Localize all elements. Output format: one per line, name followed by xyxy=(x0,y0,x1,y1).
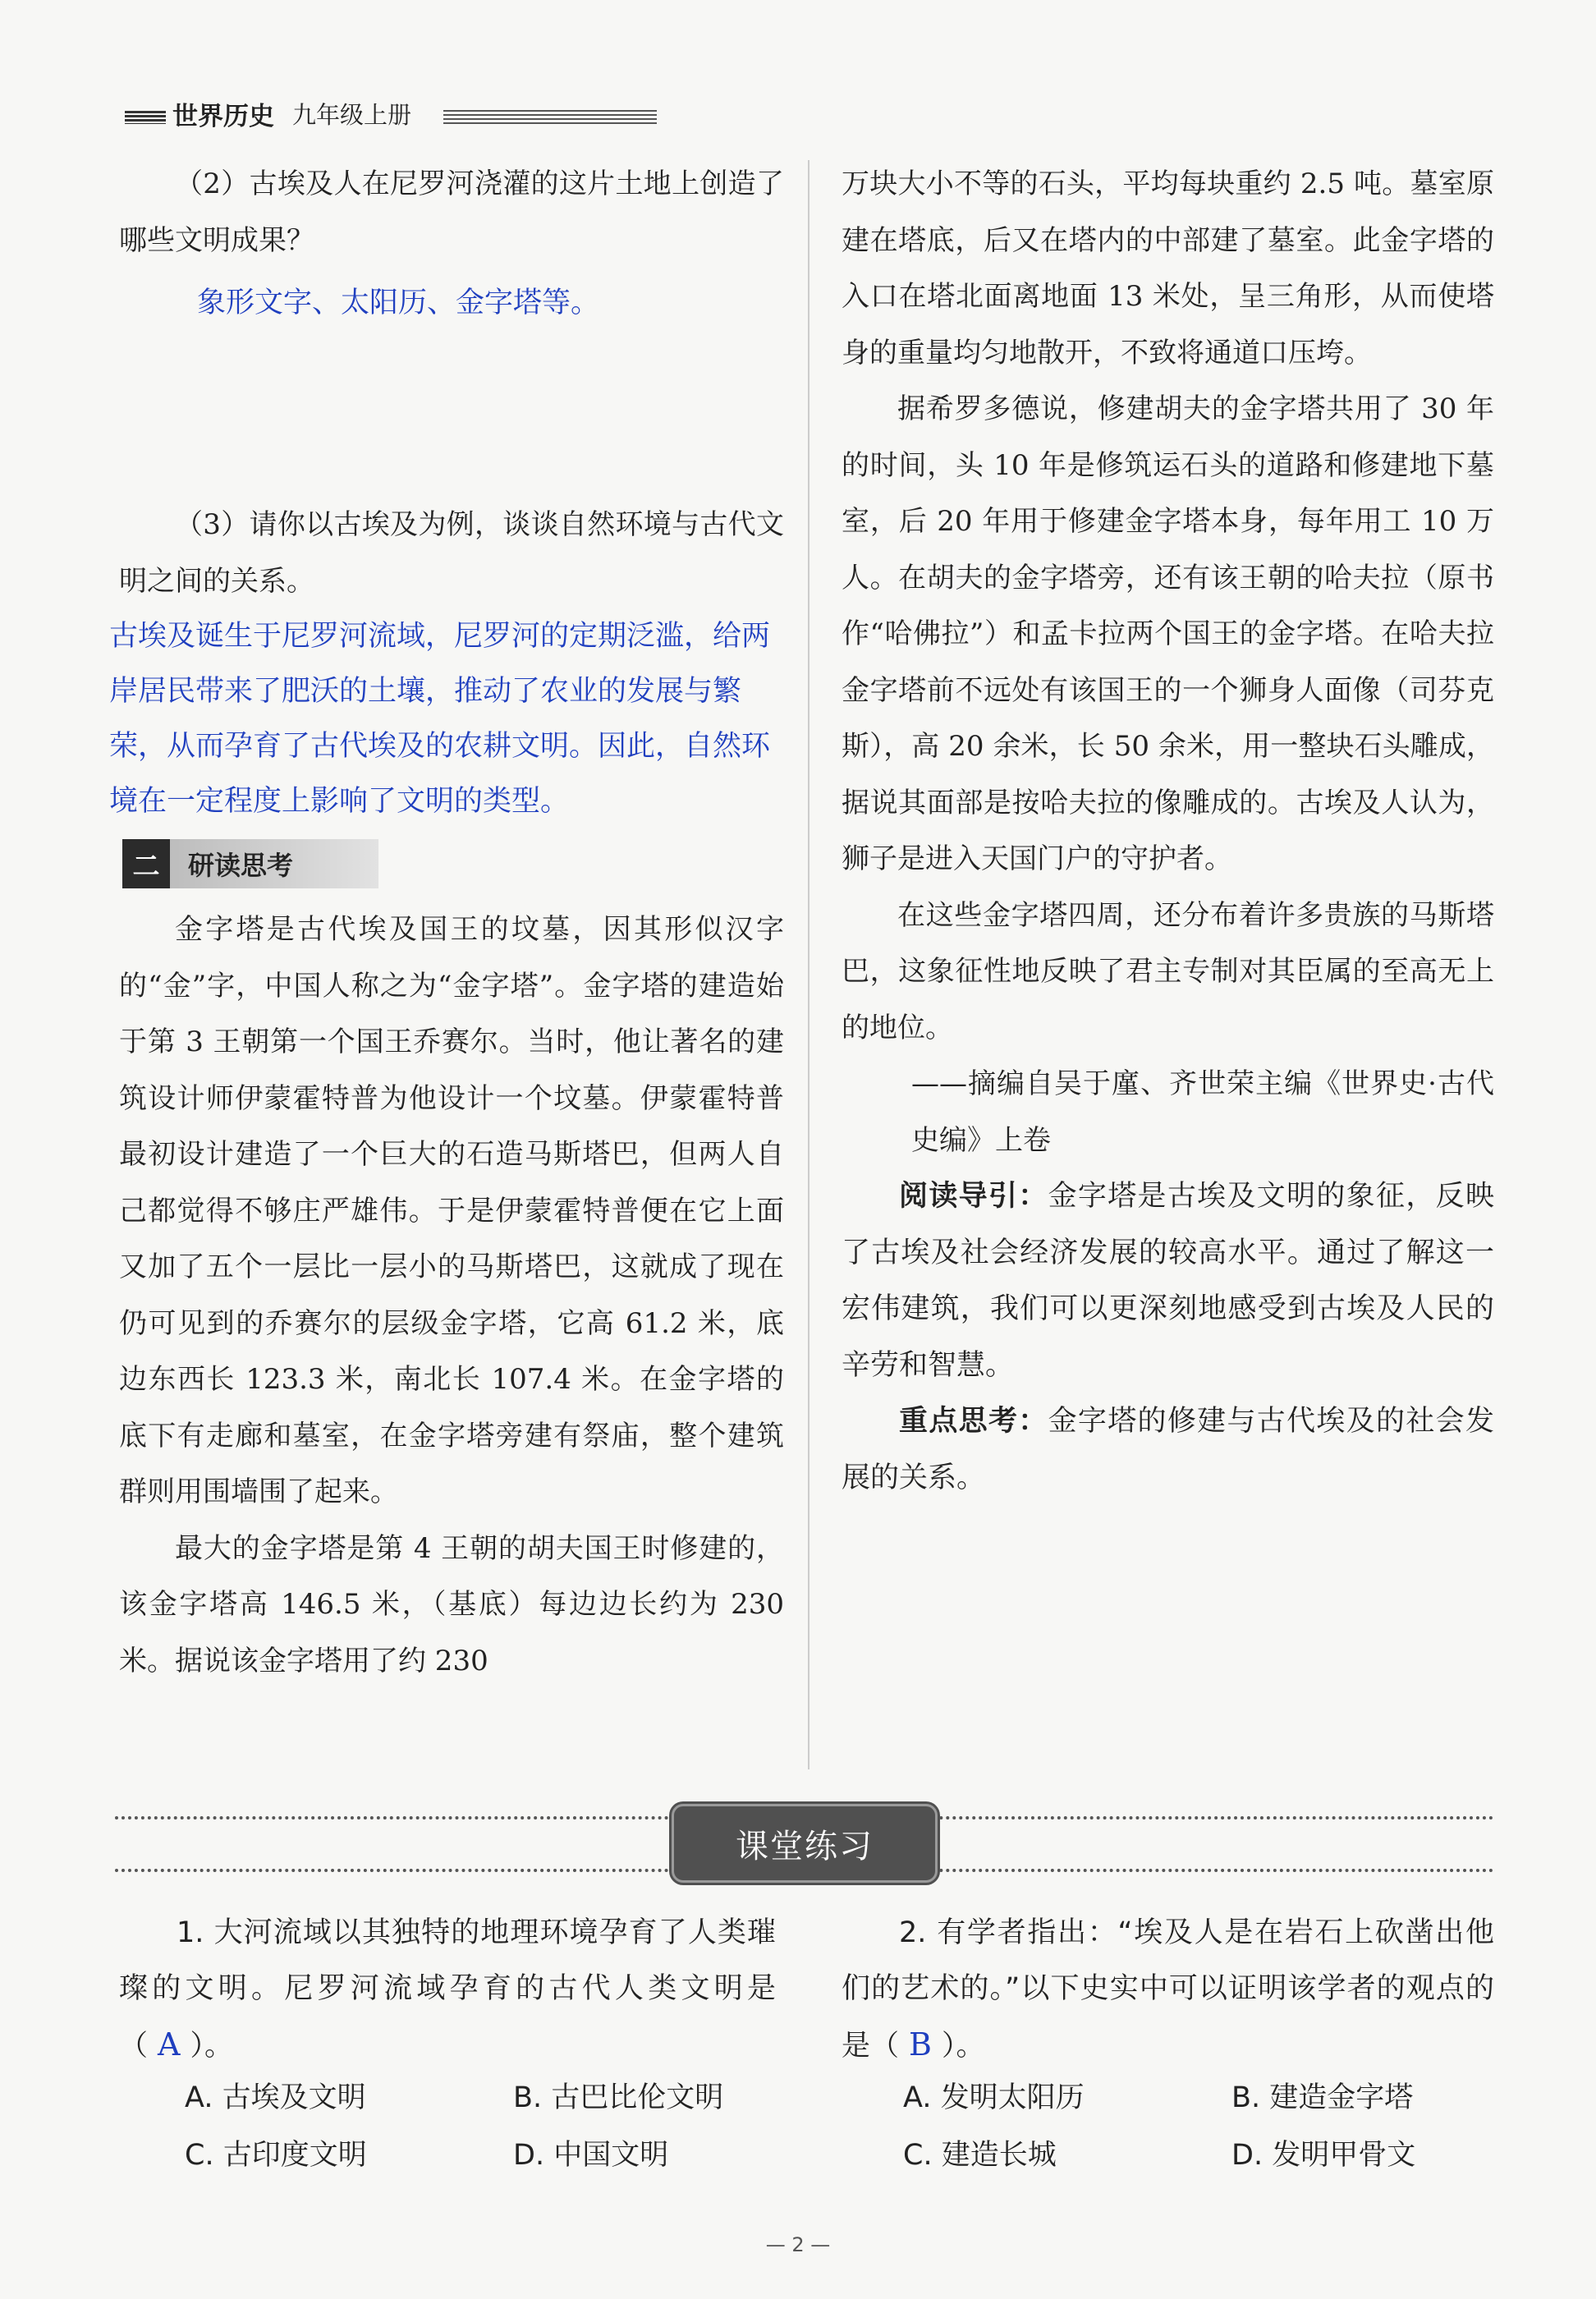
q2-option-c: C. 建造长城 xyxy=(903,2139,1057,2172)
q1-option-a: A. 古埃及文明 xyxy=(185,2081,366,2114)
answer-space xyxy=(119,333,784,497)
reading-paragraph-2-continued: 万块大小不等的石头，平均每块重约 2.5 吨。墓室原建在塔底，后又在塔内的中部建了墓室。此金字塔的入口在塔北面离地面 13 米处，呈三角形，从而使塔身的重量均匀地散开，不致将通道口压垮。 xyxy=(842,167,1494,369)
q1-option-d: D. 中国文明 xyxy=(513,2139,669,2172)
question-1-answer: A xyxy=(158,2026,181,2063)
reading-paragraph-2: 最大的金字塔是第 4 王朝的胡夫国王时修建的，该金字塔高 146.5 米，（基底）每边边长约为 230 米。据说该金字塔用了约 230 xyxy=(119,1531,784,1677)
book-subtitle: 九年级上册 xyxy=(292,101,412,129)
question-2-text: 2. 有学者指出：“埃及人是在岩石上砍凿出他们的艺术的。”以下史实中可以证明该学者的观点的是（ xyxy=(842,1916,1494,2063)
focus-question-label: 重点思考： xyxy=(899,1405,1048,1438)
focus-question-text: 金字塔的修建与古代埃及的社会发展的关系。 xyxy=(842,1405,1494,1494)
question-2-answer-choice: B xyxy=(909,2026,932,2063)
question-1-text-end: ）。 xyxy=(190,2030,233,2063)
column-separator xyxy=(808,160,809,1769)
header-rule-lines xyxy=(443,110,657,125)
reading-paragraph-4: 在这些金字塔四周，还分布着许多贵族的马斯塔巴，这象征性地反映了君主专制对其臣属的至高无上的地位。 xyxy=(842,898,1494,1044)
right-column xyxy=(842,156,1494,1506)
question-2-stem xyxy=(842,1905,1494,2074)
practice-badge: 课堂练习 xyxy=(672,1804,938,1883)
practice-question-2 xyxy=(842,1905,1494,2074)
practice-question-1 xyxy=(119,1905,776,2074)
question-2-prompt: （2）古埃及人在尼罗河浇灌的这片土地上创造了哪些文明成果？ xyxy=(119,167,784,257)
left-column xyxy=(109,156,784,1689)
question-2-text-end: ）。 xyxy=(941,2030,985,2063)
reading-guide-text: 金字塔是古埃及文明的象征，反映了古埃及社会经济发展的较高水平。通过了解这一宏伟建筑，我们可以更深刻地感受到古埃及人民的辛劳和智慧。 xyxy=(842,1180,1494,1382)
reading-guide-label: 阅读导引： xyxy=(899,1180,1048,1213)
question-1-stem xyxy=(119,1905,776,2074)
q1-option-c: C. 古印度文明 xyxy=(185,2139,367,2172)
question-3-prompt: （3）请你以古埃及为例，谈谈自然环境与古代文明之间的关系。 xyxy=(119,508,784,598)
source-citation: ——摘编自吴于廑、齐世荣主编《世界史·古代史编》上卷 xyxy=(911,1067,1494,1157)
book-title: 世界历史 xyxy=(172,102,274,131)
q2-option-d: D. 发明甲骨文 xyxy=(1231,2139,1416,2172)
reading-paragraph-1: 金字塔是古代埃及国王的坟墓，因其形似汉字的“金”字，中国人称之为“金字塔”。金字塔的建造始于第 3 王朝第一个国王乔赛尔。当时，他让著名的建筑设计师伊蒙霍特普为他设计一个坟墓。伊蒙霍特普最初设计建造了一个巨大的石造马斯塔巴，但两人自己都觉得不够庄严雄伟。于是伊蒙霍特普便在它上面又加了五个一层比一层小的马斯塔巴，这就成了现在仍可见到的乔赛尔的层级金字塔，它高 61.2 米，底边东西长 123.3 米，南北长 107.4 米。在金字塔的底下有走廊和墓室，在金字塔旁建有祭庙，整个建筑群则用围墙围了起来。 xyxy=(119,913,784,1508)
reading-guide xyxy=(842,1168,1494,1393)
section-title: 研读思考 xyxy=(170,839,378,888)
header-decoration xyxy=(125,111,166,124)
q1-option-b: B. 古巴比伦文明 xyxy=(513,2081,724,2114)
question-3-answer: 古埃及诞生于尼罗河流域，尼罗河的定期泛滥，给两岸居民带来了肥沃的土壤，推动了农业的发展与繁荣，从而孕育了古代埃及的农耕文明。因此，自然环境在一定程度上影响了文明的类型。 xyxy=(109,620,771,818)
question-1-text: 1. 大河流域以其独特的地理环境孕育了人类璀璨的文明。尼罗河流域孕育的古代人类文明是（ xyxy=(119,1916,776,2063)
question-2-answer: 象形文字、太阳历、金字塔等。 xyxy=(197,287,600,319)
section-number: 二 xyxy=(122,839,170,888)
q2-option-a: A. 发明太阳历 xyxy=(903,2081,1085,2114)
reading-paragraph-3: 据希罗多德说，修建胡夫的金字塔共用了 30 年的时间，头 10 年是修筑运石头的道路和修建地下墓室，后 20 年用于修建金字塔本身，每年用工 10 万人。在胡夫的金字塔旁，还有该王朝的哈夫拉（原书作“哈佛拉”）和孟卡拉两个国王的金字塔。在哈夫拉金字塔前不远处有该国王的一个狮身人面像（司芬克斯），高 20 余米，长 50 余米，用一整块石头雕成，据说其面部是按哈夫拉的像雕成的。古埃及人认为，狮子是进入天国门户的守护者。 xyxy=(842,392,1494,875)
focus-question xyxy=(842,1393,1494,1506)
q2-option-b: B. 建造金字塔 xyxy=(1231,2081,1414,2114)
section-heading xyxy=(122,839,378,888)
page-number: — 2 — xyxy=(765,2233,831,2256)
